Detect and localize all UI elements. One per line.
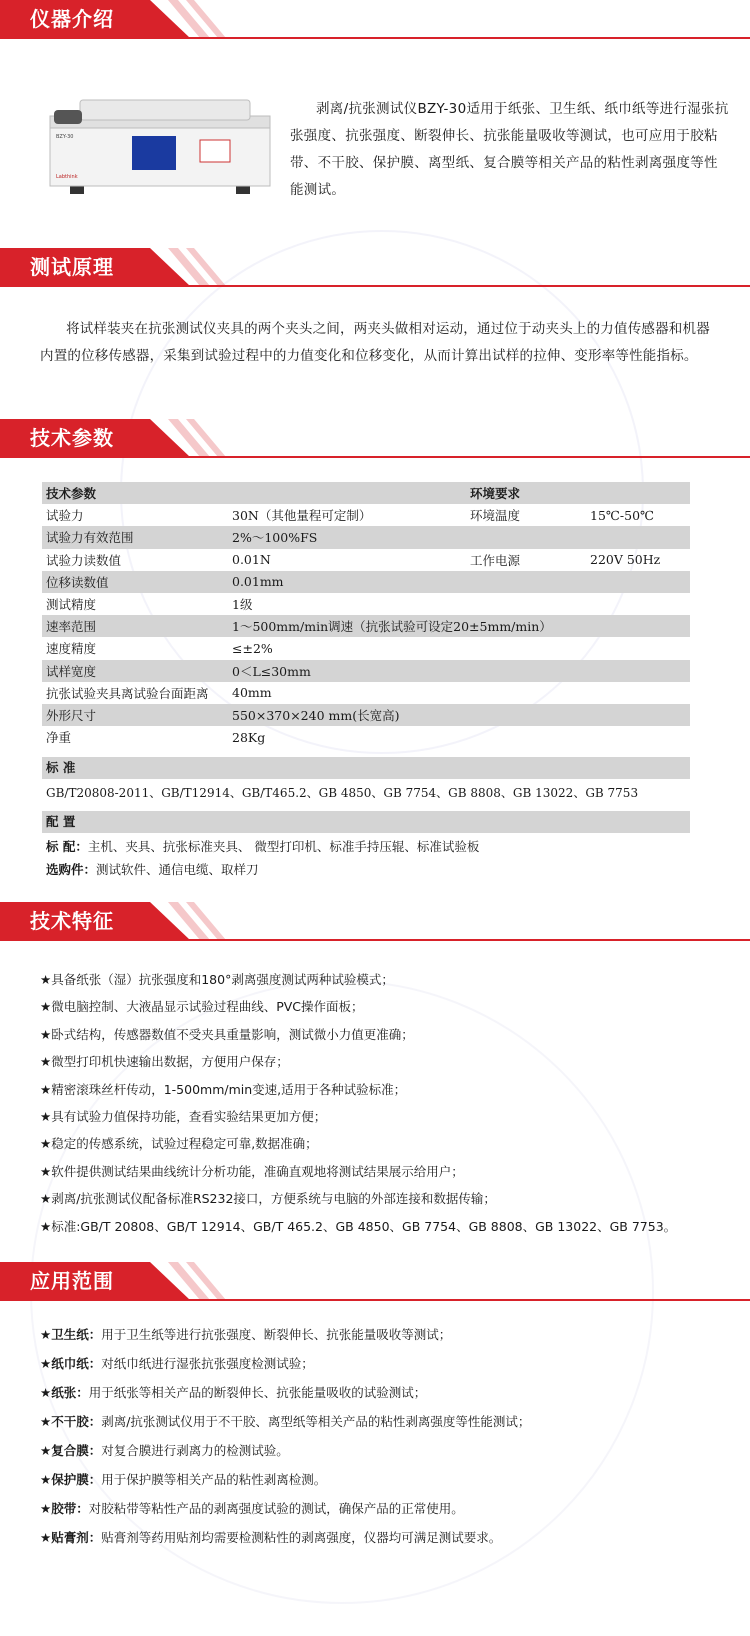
config-optional-value: 测试软件、通信电缆、取样刀	[96, 862, 259, 877]
app-value: 贴膏剂等药用贴剂均需要检测粘性的剥离强度，仪器均可满足测试要求。	[101, 1530, 502, 1545]
table-cell: 试验力	[46, 508, 84, 524]
table-cell	[228, 482, 466, 504]
list-item	[40, 1465, 730, 1494]
app-value: 对胶粘带等粘性产品的剥离强度试验的测试，确保产品的正常使用。	[88, 1501, 464, 1516]
table-row	[42, 704, 690, 726]
table-row	[42, 615, 690, 637]
app-value: 用于保护膜等相关产品的粘性剥离检测。	[101, 1472, 327, 1487]
table-row	[42, 504, 690, 526]
table-cell: 30N（其他量程可定制）	[232, 508, 372, 524]
list-item: ★卧式结构，传感器数值不受夹具重量影响，测试微小力值更准确；	[40, 1026, 414, 1042]
table-row	[42, 549, 690, 571]
config-optional-row	[46, 859, 259, 881]
table-cell: 0.01mm	[228, 571, 466, 593]
list-item: ★稳定的传感系统，试验过程稳定可靠,数据准确；	[40, 1136, 318, 1152]
table-cell: 220V 50Hz	[590, 552, 661, 568]
params-table	[42, 482, 690, 748]
list-item	[40, 1407, 730, 1436]
table-cell: 外形尺寸	[42, 704, 228, 726]
app-value: 用于纸张等相关产品的断裂伸长、抗张能量吸收的试验测试；	[88, 1385, 427, 1400]
table-cell: 15℃-50℃	[590, 507, 655, 523]
section-header-principle	[0, 248, 750, 286]
table-cell	[586, 637, 690, 659]
table-row	[42, 571, 690, 593]
config-standard-key: 标 配：	[46, 839, 88, 854]
table-cell: 2%～100%FS	[228, 526, 466, 548]
section-header-params	[0, 419, 750, 457]
features-list	[40, 966, 730, 1240]
table-cell	[586, 660, 690, 682]
table-cell: 1～500mm/min调速（抗张试验可设定20±5mm/min）	[228, 615, 690, 637]
table-cell: 净重	[46, 730, 72, 746]
table-cell: 抗张试验夹具离试验台面距离	[46, 685, 209, 701]
section-header-features	[0, 902, 750, 940]
table-cell	[466, 682, 586, 704]
table-cell: 测试精度	[46, 597, 97, 613]
config-optional-key: 选购件：	[46, 862, 97, 877]
table-cell: 0.01N	[232, 552, 271, 568]
section-title: 技术参数	[30, 426, 114, 450]
table-cell	[586, 526, 690, 548]
table-cell: 环境温度	[470, 508, 521, 524]
app-key: ★卫生纸：	[40, 1327, 102, 1342]
table-cell: ≤±2%	[232, 640, 273, 656]
table-cell	[466, 593, 586, 615]
standard-text: GB/T20808-2011、GB/T12914、GB/T465.2、GB 4850、GB 7754、GB 8808、GB 13022、GB 7753	[46, 786, 639, 800]
table-row	[42, 637, 690, 659]
app-value: 对纸巾纸进行湿张抗张强度检测试验；	[101, 1356, 314, 1371]
table-cell	[586, 682, 690, 704]
section-title: 技术特征	[30, 909, 114, 933]
table-row	[42, 593, 690, 615]
table-cell: 0＜L≤30mm	[228, 660, 466, 682]
section-title: 应用范围	[30, 1269, 114, 1293]
table-cell	[466, 526, 586, 548]
table-cell: 试验力读数值	[46, 552, 122, 568]
table-cell: 速率范围	[42, 615, 228, 637]
table-cell: 1级	[232, 597, 253, 613]
app-value: 剥离/抗张测试仪用于不干胶、离型纸等相关产品的粘性剥离强度等性能测试；	[101, 1414, 531, 1429]
section-header-intro	[0, 0, 750, 38]
app-key: ★保护膜：	[40, 1472, 102, 1487]
table-cell: 技术参数	[42, 482, 228, 504]
list-item	[40, 1378, 730, 1407]
table-cell	[586, 593, 690, 615]
table-cell: 工作电源	[470, 552, 521, 568]
table-cell	[466, 637, 586, 659]
table-header-row	[42, 482, 690, 504]
list-item	[40, 1494, 730, 1523]
config-header: 配 置	[42, 811, 690, 833]
table-cell	[586, 571, 690, 593]
table-row	[42, 682, 690, 704]
app-key: ★胶带：	[40, 1501, 89, 1516]
list-item: ★剥离/抗张测试仪配备标准RS232接口，方便系统与电脑的外部连接和数据传输；	[40, 1191, 496, 1207]
table-cell	[466, 660, 586, 682]
table-cell: 位移读数值	[42, 571, 228, 593]
list-item	[40, 1436, 730, 1465]
table-cell: 环境要求	[466, 482, 586, 504]
app-key: ★复合膜：	[40, 1443, 102, 1458]
list-item: ★精密滚珠丝杆传动，1-500mm/min变速,适用于各种试验标准；	[40, 1081, 407, 1097]
list-item: ★软件提供测试结果曲线统计分析功能，准确直观地将测试结果展示给用户；	[40, 1163, 464, 1179]
instrument-image	[40, 96, 280, 202]
table-cell	[586, 704, 690, 726]
intro-paragraph: 剥离/抗张测试仪BZY-30适用于纸张、卫生纸、纸巾纸等进行湿张抗张强度、抗张强度、断裂伸长、抗张能量吸收等测试，也可应用于胶粘带、不干胶、保护膜、离型纸、复合膜等相关产品的粘性剥离强度等性能测试。	[290, 101, 729, 198]
table-cell	[466, 726, 586, 748]
app-key: ★贴膏剂：	[40, 1530, 102, 1545]
table-cell: 40mm	[232, 685, 272, 701]
table-row	[42, 526, 690, 548]
section-title: 仪器介绍	[30, 7, 114, 31]
app-key: ★纸张：	[40, 1385, 89, 1400]
table-cell: 28Kg	[232, 729, 266, 745]
app-value: 对复合膜进行剥离力的检测试验。	[101, 1443, 289, 1458]
standard-header: 标 准	[42, 757, 690, 779]
applications-list	[40, 1320, 730, 1552]
table-cell	[466, 571, 586, 593]
list-item: ★标准:GB/T 20808、GB/T 12914、GB/T 465.2、GB 4850、GB 7754、GB 8808、GB 13022、GB 7753。	[40, 1218, 677, 1234]
table-cell	[586, 726, 690, 748]
list-item	[40, 1523, 730, 1552]
list-item	[40, 1349, 730, 1378]
app-value: 用于卫生纸等进行抗张强度、断裂伸长、抗张能量吸收等测试；	[101, 1327, 452, 1342]
device-model-label: BZY-30	[56, 134, 74, 140]
config-standard-row	[46, 836, 479, 858]
table-cell: 速度精度	[46, 641, 97, 657]
list-item: ★具备纸张（湿）抗张强度和180°剥离强度测试两种试验模式；	[40, 972, 394, 987]
list-item: ★具有试验力值保持功能，查看实验结果更加方便；	[40, 1108, 327, 1124]
list-item: ★微型打印机快速输出数据，方便用户保存；	[40, 1054, 289, 1070]
table-cell: 试样宽度	[42, 660, 228, 682]
table-cell: 试验力有效范围	[42, 526, 228, 548]
list-item	[40, 1320, 730, 1349]
app-key: ★纸巾纸：	[40, 1356, 102, 1371]
principle-paragraph: 将试样装夹在抗张测试仪夹具的两个夹头之间，两夹头做相对运动，通过位于动夹头上的力值传感器和机器内置的位移传感器，采集到试验过程中的力值变化和位移变化，从而计算出试样的拉伸、变形率等性能指标。	[40, 321, 710, 364]
table-cell: 550×370×240 mm(长宽高)	[228, 704, 466, 726]
table-cell	[466, 704, 586, 726]
section-title: 测试原理	[30, 255, 114, 279]
list-item: ★微电脑控制、大液晶显示试验过程曲线、PVC操作面板；	[40, 999, 364, 1015]
device-brand-label: Labthink	[56, 174, 78, 180]
table-row	[42, 660, 690, 682]
section-header-applications	[0, 1262, 750, 1300]
table-row	[42, 726, 690, 748]
app-key: ★不干胶：	[40, 1414, 102, 1429]
table-cell	[586, 482, 690, 504]
config-standard-value: 主机、夹具、抗张标准夹具、 微型打印机、标准手持压辊、标准试验板	[87, 839, 480, 854]
